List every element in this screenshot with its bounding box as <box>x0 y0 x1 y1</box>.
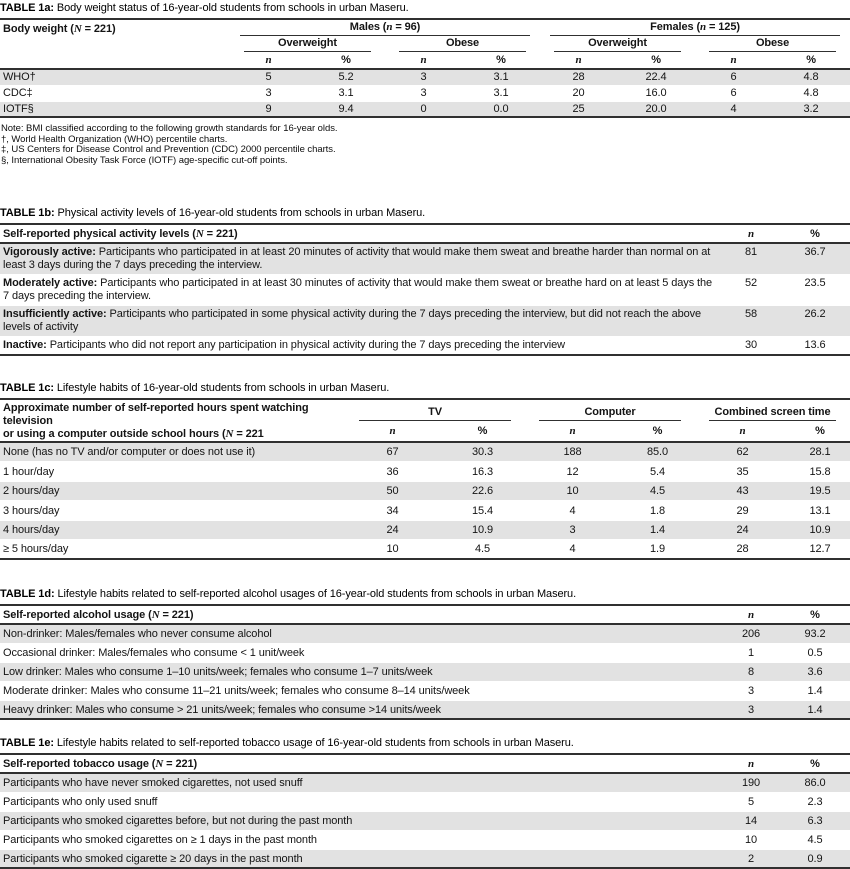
table-row-who <box>0 69 850 85</box>
cell-n: 188 <box>525 442 620 462</box>
cell-n: 28 <box>540 69 617 85</box>
cell-n: 6 <box>695 85 772 101</box>
table-1b-title-text: Physical activity levels of 16-year-old students from schools in urban Maseru. <box>57 207 426 220</box>
cell-n: 62 <box>695 442 790 462</box>
cell-pct: 3.6 <box>780 662 850 681</box>
column-header-n: n <box>230 52 307 69</box>
cell-n: 10 <box>525 481 620 501</box>
footnote-dagger: †, World Health Organization (WHO) percentile charts. <box>1 133 228 145</box>
cell-n: 25 <box>540 101 617 117</box>
cell-pct: 19.5 <box>790 481 850 501</box>
footnote-note: Note: BMI classified according to the following growth standards for 16-year olds. <box>1 123 338 134</box>
table-1b-title-label: TABLE 1b: <box>0 207 55 220</box>
column-header-body-weight: Body weight (N = 221) <box>0 19 230 69</box>
table-1a-title <box>0 2 850 15</box>
row-label: WHO† <box>0 69 230 85</box>
table-1e-title-text: Lifestyle habits related to self-reported tobacco usage of 16-year-old students from schools in urban Maseru. <box>56 737 574 750</box>
cell-pct: 12.7 <box>809 543 831 556</box>
column-group-computer: Computer <box>525 399 695 421</box>
cell-pct: 6.3 <box>780 811 850 830</box>
row-label: None (has no TV and/or computer or does not use it) <box>0 442 345 462</box>
column-header-n: n <box>722 605 780 624</box>
table-1d-title-label: TABLE 1d: <box>0 588 55 601</box>
row-label: IOTF§ <box>0 101 230 117</box>
column-group-tv: TV <box>345 399 525 421</box>
table-row-3-hours <box>0 501 850 521</box>
row-label: Non-drinker: Males/females who never consume alcohol <box>0 624 722 643</box>
row-label: Inactive: Participants who did not report any participation in physical activity during the 7 days preceding the interview <box>3 339 565 352</box>
table-row-smoked-20-plus-days <box>0 849 850 868</box>
footnote-section: §, International Obesity Task Force (IOTF) age-specific cut-off points. <box>1 154 288 166</box>
cell-n: 12 <box>525 462 620 482</box>
column-header-n: n <box>695 421 790 443</box>
table-1c-title-label: TABLE 1c: <box>0 382 54 395</box>
column-header-n: n <box>722 224 780 243</box>
cell-pct: 22.4 <box>617 69 695 85</box>
row-label: Participants who only used snuff <box>0 792 722 811</box>
cell-pct: 4.8 <box>772 69 850 85</box>
cell-n: 28 <box>736 543 749 556</box>
column-header-n: n <box>695 52 772 69</box>
column-header-n: n <box>385 52 462 69</box>
row-label: Participants who smoked cigarettes before, but not during the past month <box>0 811 722 830</box>
cell-n: 30 <box>744 339 758 352</box>
table-1a-title-text: Body weight status of 16-year-old students from schools in urban Maseru. <box>56 2 409 14</box>
table-row-smoked-before <box>0 811 850 830</box>
column-group-males: Males (n = 96) <box>230 19 540 36</box>
table-row-heavy-drinker <box>0 700 850 719</box>
table-row-never-smoked <box>0 773 850 792</box>
cell-pct: 3.1 <box>307 85 385 101</box>
table-1c-title-text: Lifestyle habits of 16-year-old students from schools in urban Maseru. <box>56 382 390 395</box>
footnote-double-dagger: ‡, US Centers for Disease Control and Prevention (CDC) 2000 percentile charts. <box>1 144 336 156</box>
table-1c <box>0 398 850 560</box>
row-label: Participants who have never smoked cigarettes, not used snuff <box>0 773 722 792</box>
cell-n: 3 <box>230 85 307 101</box>
column-header-pct: % <box>462 52 540 69</box>
cell-n: 52 <box>722 275 780 306</box>
table-1a <box>0 18 850 118</box>
row-label: ≥ 5 hours/day <box>3 543 69 556</box>
table-row-only-snuff <box>0 792 850 811</box>
cell-pct: 28.1 <box>790 442 850 462</box>
table-1a-title-label: TABLE 1a: <box>0 2 54 14</box>
cell-n: 34 <box>345 501 440 521</box>
row-label: 2 hours/day <box>0 481 345 501</box>
cell-pct: 2.3 <box>780 792 850 811</box>
table-row-moderately-active <box>0 275 850 306</box>
column-header-pct: % <box>780 224 850 243</box>
column-header-pct: % <box>617 52 695 69</box>
column-group-combined-screen-time: Combined screen time <box>695 399 850 421</box>
cell-n: 8 <box>722 662 780 681</box>
header-row-sex-groups <box>0 19 850 36</box>
cell-pct: 30.3 <box>440 442 525 462</box>
cell-pct: 13.1 <box>790 501 850 521</box>
table-1d <box>0 604 850 720</box>
cell-n: 36 <box>345 462 440 482</box>
column-header-pct: % <box>780 605 850 624</box>
cell-n: 0 <box>385 101 462 117</box>
table-row-low-drinker <box>0 662 850 681</box>
cell-pct: 9.4 <box>307 101 385 117</box>
cell-pct: 0.0 <box>462 101 540 117</box>
column-header-alcohol-usage: Self-reported alcohol usage (N = 221) <box>0 605 722 624</box>
column-header-pct: % <box>790 421 850 443</box>
cell-pct: 3.2 <box>772 101 850 117</box>
column-header-pct: % <box>620 421 695 443</box>
cell-n: 29 <box>695 501 790 521</box>
row-label: 3 hours/day <box>0 501 345 521</box>
cell-pct: 10.9 <box>790 520 850 540</box>
column-group-males-overweight: Overweight <box>230 36 385 52</box>
cell-pct: 3.1 <box>462 85 540 101</box>
column-header-tobacco-usage: Self-reported tobacco usage (N = 221) <box>0 754 722 773</box>
cell-pct: 26.2 <box>780 306 850 337</box>
column-group-males-obese: Obese <box>385 36 540 52</box>
table-row-non-drinker <box>0 624 850 643</box>
table-1c-title <box>0 382 850 395</box>
table-1e-title-label: TABLE 1e: <box>0 737 54 750</box>
header-row <box>0 605 850 624</box>
column-header-pct: % <box>307 52 385 69</box>
cell-pct: 1.4 <box>780 700 850 719</box>
cell-n: 14 <box>722 811 780 830</box>
cell-pct: 4.5 <box>780 830 850 849</box>
column-header-screen-hours: Approximate number of self-reported hours spent watching television or using a computer outside school hours (N = 221 <box>0 399 345 442</box>
table-1d-title-text: Lifestyle habits related to self-reported alcohol usages of 16-year-old students from schools in urban Maseru. <box>57 588 577 601</box>
cell-n: 190 <box>722 773 780 792</box>
cell-pct: 3.1 <box>462 69 540 85</box>
column-header-activity-levels: Self-reported physical activity levels (N = 221) <box>0 224 722 243</box>
cell-n: 6 <box>695 69 772 85</box>
cell-pct: 23.5 <box>780 275 850 306</box>
cell-n: 5 <box>230 69 307 85</box>
cell-pct: 20.0 <box>617 101 695 117</box>
cell-pct: 16.0 <box>617 85 695 101</box>
table-row-2-hours <box>0 481 850 501</box>
table-row-insufficiently-active <box>0 306 850 337</box>
table-1b <box>0 223 850 356</box>
cell-n: 58 <box>722 306 780 337</box>
cell-n: 4 <box>569 543 576 556</box>
cell-n: 3 <box>525 520 620 540</box>
cell-pct: 0.5 <box>780 643 850 662</box>
cell-n: 67 <box>345 442 440 462</box>
row-label: Insufficiently active: Participants who participated in some physical activity during the 7 days preceding the interview, but did not reach the above levels of activity <box>0 306 722 337</box>
table-row-smoked-1-plus-days <box>0 830 850 849</box>
cell-pct: 4.5 <box>620 481 695 501</box>
cell-pct: 5.4 <box>620 462 695 482</box>
cell-n: 20 <box>540 85 617 101</box>
table-row-inactive <box>0 337 850 356</box>
table-row-cdc <box>0 85 850 101</box>
column-group-females-obese: Obese <box>695 36 850 52</box>
table-1d-title <box>0 588 850 601</box>
header-row <box>0 224 850 243</box>
row-label: 1 hour/day <box>0 462 345 482</box>
cell-n: 2 <box>722 849 780 868</box>
table-row-5-plus-hours <box>0 540 850 560</box>
table-1e-title <box>0 737 850 750</box>
row-label: Moderate drinker: Males who consume 11–21 units/week; females who consume 8–14 units/week <box>0 681 722 700</box>
column-header-pct: % <box>440 421 525 443</box>
cell-n: 10 <box>386 543 399 556</box>
cell-pct: 1.4 <box>780 681 850 700</box>
column-header-n: n <box>722 754 780 773</box>
table-row-none <box>0 442 850 462</box>
cell-n: 3 <box>722 681 780 700</box>
row-label: Participants who smoked cigarettes on ≥ 1 days in the past month <box>0 830 722 849</box>
cell-pct: 13.6 <box>804 339 826 352</box>
cell-n: 81 <box>722 243 780 275</box>
table-row-vigorously-active <box>0 243 850 275</box>
table-1a-footnotes <box>1 124 850 166</box>
cell-n: 4 <box>695 101 772 117</box>
cell-pct: 15.4 <box>440 501 525 521</box>
row-label: Vigorously active: Participants who participated in at least 20 minutes of activity that would make them sweat and breathe harder than normal on at least 3 days during the 7 days preceding the interview. <box>0 243 722 275</box>
column-header-n: n <box>540 52 617 69</box>
cell-pct: 85.0 <box>620 442 695 462</box>
table-row-occasional-drinker <box>0 643 850 662</box>
header-row <box>0 754 850 773</box>
table-row-iotf <box>0 101 850 117</box>
cell-pct: 1.8 <box>620 501 695 521</box>
cell-n: 3 <box>385 85 462 101</box>
row-label: Moderately active: Participants who participated in at least 30 minutes of activity that would make them sweat or breathe hard on at least 5 days the 7 days preceding the interview. <box>0 275 722 306</box>
cell-pct: 86.0 <box>780 773 850 792</box>
article-tables-page <box>0 2 850 869</box>
column-group-females: Females (n = 125) <box>540 19 850 36</box>
cell-n: 50 <box>345 481 440 501</box>
cell-n: 43 <box>695 481 790 501</box>
cell-pct: 5.2 <box>307 69 385 85</box>
cell-n: 5 <box>722 792 780 811</box>
table-row-moderate-drinker <box>0 681 850 700</box>
cell-n: 206 <box>722 624 780 643</box>
column-header-pct: % <box>780 754 850 773</box>
header-row-screen-groups <box>0 399 850 421</box>
cell-n: 24 <box>695 520 790 540</box>
table-1e <box>0 753 850 869</box>
cell-pct: 0.9 <box>780 849 850 868</box>
cell-n: 3 <box>722 700 780 719</box>
cell-pct: 36.7 <box>780 243 850 275</box>
column-header-pct: % <box>772 52 850 69</box>
cell-pct: 4.8 <box>772 85 850 101</box>
table-row-4-hours <box>0 520 850 540</box>
cell-pct: 4.5 <box>475 543 490 556</box>
cell-pct: 93.2 <box>780 624 850 643</box>
cell-n: 10 <box>722 830 780 849</box>
row-label: CDC‡ <box>0 85 230 101</box>
cell-n: 35 <box>695 462 790 482</box>
cell-n: 3 <box>385 69 462 85</box>
cell-n: 1 <box>722 643 780 662</box>
column-group-females-overweight: Overweight <box>540 36 695 52</box>
row-label: Participants who smoked cigarette ≥ 20 days in the past month <box>0 849 722 868</box>
row-label: Occasional drinker: Males/females who consume < 1 unit/week <box>0 643 722 662</box>
cell-pct: 1.9 <box>650 543 666 556</box>
cell-n: 9 <box>230 101 307 117</box>
cell-pct: 10.9 <box>440 520 525 540</box>
table-row-1-hour <box>0 462 850 482</box>
cell-n: 24 <box>345 520 440 540</box>
cell-pct: 22.6 <box>440 481 525 501</box>
cell-pct: 16.3 <box>440 462 525 482</box>
column-header-n: n <box>525 421 620 443</box>
row-label: Low drinker: Males who consume 1–10 units/week; females who consume 1–7 units/week <box>0 662 722 681</box>
column-header-n: n <box>345 421 440 443</box>
cell-pct: 15.8 <box>790 462 850 482</box>
row-label: 4 hours/day <box>0 520 345 540</box>
row-label: Heavy drinker: Males who consume > 21 units/week; females who consume >14 units/week <box>0 700 722 719</box>
cell-pct: 1.4 <box>620 520 695 540</box>
cell-n: 4 <box>525 501 620 521</box>
table-1b-title <box>0 207 850 220</box>
